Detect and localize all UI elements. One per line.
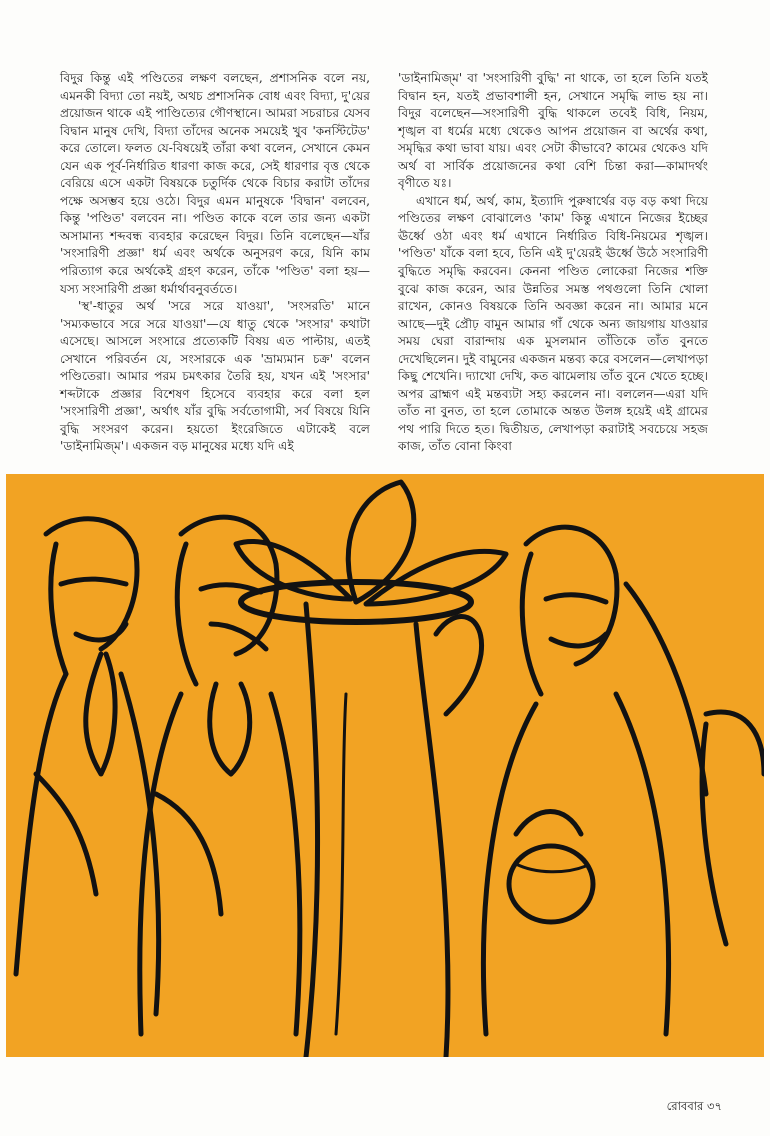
page-footer bbox=[667, 1098, 722, 1117]
page-number: রোববার ৩৭ bbox=[666, 1099, 722, 1113]
article-left-column bbox=[60, 70, 370, 456]
illustration bbox=[6, 474, 764, 1057]
paragraph: 'স্থ'-ধাতুর অর্থ 'সরে সরে যাওয়া', 'সংসরতি' মানে 'সম্যকভাবে সরে সরে যাওয়া'—যে ধাতু থেকে 'সংসার' কথাটা এসেছে। আসলে সংসারে প্রত্যেকটি বিষয় এত পাল্টায়, এতই সেখানে পরিবর্তন যে, সংসারকে এক 'ভ্রাম্যমান চক্র' বলেন পণ্ডিতেরা। আমার পরম চমৎকার তৈরি হয়, যখন এই 'সংসার' শব্দটাকে প্রজ্ঞার বিশেষণ হিসেবে ব্যবহার করে বলা হল 'সংসারিণী প্রজ্ঞা', অর্থাৎ যাঁর বুদ্ধি সর্বতোগামী, সর্ব বিষয়ে যিনি বুদ্ধি সংসরণ করেন। হয়তো ইংরেজিতে এটাকেই বলে 'ডাইনামিজ্‌ম'। একজন বড় মানুষের মধ্যে যদি এই bbox=[60, 299, 370, 454]
paragraph: 'ডাইনামিজ্‌ম' বা 'সংসারিণী বুদ্ধি' না থাকে, তা হলে তিনি যতই বিদ্বান হন, যতই প্রভাবশালী হন, সেখানে সমৃদ্ধি লাভ হয় না। বিদুর বলেছেন—সংসারিণী বুদ্ধি থাকলে তবেই বিধি, নিয়ম, শৃঙ্খল বা ধর্মের মধ্যে থেকেও আপন প্রয়োজন বা অর্থের কথা, সমৃদ্ধির কথা ভাবা যায়। এবং সেটা কীভাবে? কামের থেকেও যদি অর্থ বা সার্বিক প্রয়োজনের কথা বেশি চিন্তা করা—কামাদর্থং বৃণীতে যঃ। bbox=[398, 71, 708, 191]
figure-right bbox=[436, 527, 764, 1034]
paragraph: এখানে ধর্ম, অর্থ, কাম, ইত্যাদি পুরুষার্থের বড় বড় কথা দিয়ে পণ্ডিতের লক্ষণ বোঝালেও 'কাম' কিন্তু এখানে নিজের ইচ্ছের ঊর্ধ্বে ওঠা এবং ধর্ম এখানে নির্ধারিত বিধি-নিয়মের শৃঙ্খল। 'পণ্ডিত' যাঁকে বলা হবে, তিনি এই দু'য়েরই ঊর্ধ্বে উঠে সংসারিণী বুদ্ধিতে সমৃদ্ধি করবেন। কেননা পণ্ডিত লোকেরা নিজের শক্তি বুঝে কাজ করেন, আর উন্নতির সমস্ত পথগুলো তিনি খোলা রাখেন, কোনও বিষয়কে তিনি অবজ্ঞা করেন না। আমার মনে আছে—দুই প্রৌঢ় বামুন আমার গাঁ থেকে অন্য জায়গায় যাওয়ার সময় ঘেরা বারান্দায় এক মুসলমান তাঁতিকে তাঁত বুনতে দেখেছিলেন। দুই বামুনের একজন মন্তব্য করে বসলেন—লেখাপড়া কিছু শেখেনি। দ্যাখো দেখি, কত ঝামেলায় তাঁত বুনে খেতে হচ্ছে। অপর ব্রাহ্মণ এই মন্তব্যটা সহ্য করলেন না। বললেন—এরা যদি তাঁত না বুনত, তা হলে তোমাকে অন্তত উলঙ্গ হয়েই এই গ্রামের পথ পারি দিতে হত। দ্বিতীয়ত, লেখাপড়া করাটাই সবচেয়ে সহজ কাজ, তাঁত বোনা কিংবা bbox=[398, 193, 708, 454]
illustration-drawing bbox=[6, 474, 764, 1057]
figure-left bbox=[16, 519, 159, 1014]
paragraph: বিদুর কিন্তু এই পণ্ডিতের লক্ষণ বলছেন, প্রশাসনিক বলে নয়, এমনকী বিদ্যা তো নয়ই, অথচ প্রশাসনিক বোধ এবং বিদ্যা, দু'য়ের প্রয়োজন থাকে এই পাণ্ডিত্যের গৌণস্থানে। আমরা সচরাচর যেসব বিদ্বান মানুষ দেখি, বিদ্যা তাঁদের অনেক সময়েই খুব 'কনস্টিটেড' করে তোলে। ফলত যে-বিষয়েই তাঁরা কথা বলেন, সেখানে কেমন যেন এক পূর্ব-নির্ধারিত ধারণা কাজ করে, সেই ধারণার বৃত্ত থেকে বেরিয়ে এসে একটা বিষয়কে চতুর্দিক থেকে বিচার করাটা তাঁদের পক্ষে অসম্ভব হয়ে ওঠে। বিদুর এমন মানুষকে 'বিদ্বান' বলবেন, কিন্তু 'পণ্ডিত' বলবেন না। পণ্ডিত কাকে বলে তার জন্য একটা অসামান্য শব্দবন্ধ ব্যবহার করেছেন বিদুর। তিনি বলেছেন—যাঁর 'সংসারিণী প্রজ্ঞা' ধর্ম এবং অর্থকে অনুসরণ করে, যিনি কাম পরিত্যাগ করে অর্থকেই গ্রহণ করেন, তাঁকে 'পণ্ডিত' বলা হয়—যস্য সংসারিণী প্রজ্ঞা ধর্মার্থাবনুবর্ততে। bbox=[60, 71, 370, 296]
figure-middle bbox=[140, 517, 300, 1034]
article-right-column bbox=[398, 70, 708, 456]
